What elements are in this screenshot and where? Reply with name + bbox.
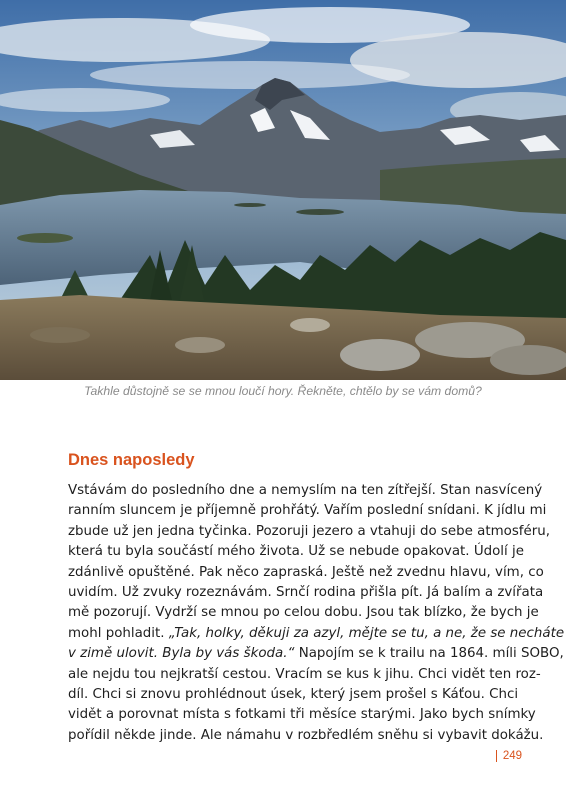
text-line: zbude už jen jedna tyčinka. Pozoruji jezero a vtahuji do sebe atmosféru, (68, 523, 551, 539)
text-line: v zimě ulovit. Byla by vás škoda.“ Napojím se k trailu na 1864. míli SOBO, (68, 646, 564, 662)
text-line: ranním sluncem je příjemně prohřátý. Vařím poslední snídani. K jídlu mi (68, 503, 547, 519)
text-line: zdánlivě opuštěné. Pak něco zapraská. Ještě než zvednu hlavu, vím, co (68, 564, 544, 580)
text-line: která tu byla součástí mého života. Už se nebude opakovat. Údolí je (68, 544, 524, 560)
text-line: Vstávám do posledního dne a nemyslím na ten zítřejší. Stan nasvícený (68, 483, 543, 498)
text-line: mohl pohladit. „Tak, holky, děkuji za azyl, mějte se tu, a ne, že se necháte (68, 625, 565, 641)
mountain-lake-photo (0, 0, 566, 380)
text-line: ale nejdu tou nejkratší cestou. Vracím se kus k jihu. Chci vidět ten roz- (68, 666, 541, 682)
text-line: díl. Chci si znovu prohlédnout úsek, který jsem prošel s Káťou. Chci (68, 686, 519, 702)
text-line: pořídil někde jinde. Ale námahu v rozbředlém sněhu si vybavit dokážu. (68, 727, 544, 743)
text-line: vidět a porovnat místa s fotkami tři měsíce starými. Jako bych snímky (68, 707, 536, 723)
section-heading: Dnes naposledy (68, 451, 195, 469)
body-paragraph (68, 481, 565, 746)
mountain-lake-icon (0, 0, 566, 380)
quote-text: v zimě ulovit. Byla by vás škoda.“ (68, 646, 295, 662)
photo-caption: Takhle důstojně se se mnou loučí hory. Řekněte, chtělo by se vám domů? (84, 384, 482, 398)
text-line: uvidím. Už zvuky rozeznávám. Srnčí rodina přišla pít. Já balím a zvířata (68, 584, 544, 600)
text-line: mě pozorují. Vydrží se mnou po celou dobu. Jsou tak blízko, že bych je (68, 605, 539, 621)
quote-text: „Tak, holky, děkuji za azyl, mějte se tu, a ne, že se necháte (168, 625, 565, 641)
page-number: 249 (496, 750, 522, 762)
